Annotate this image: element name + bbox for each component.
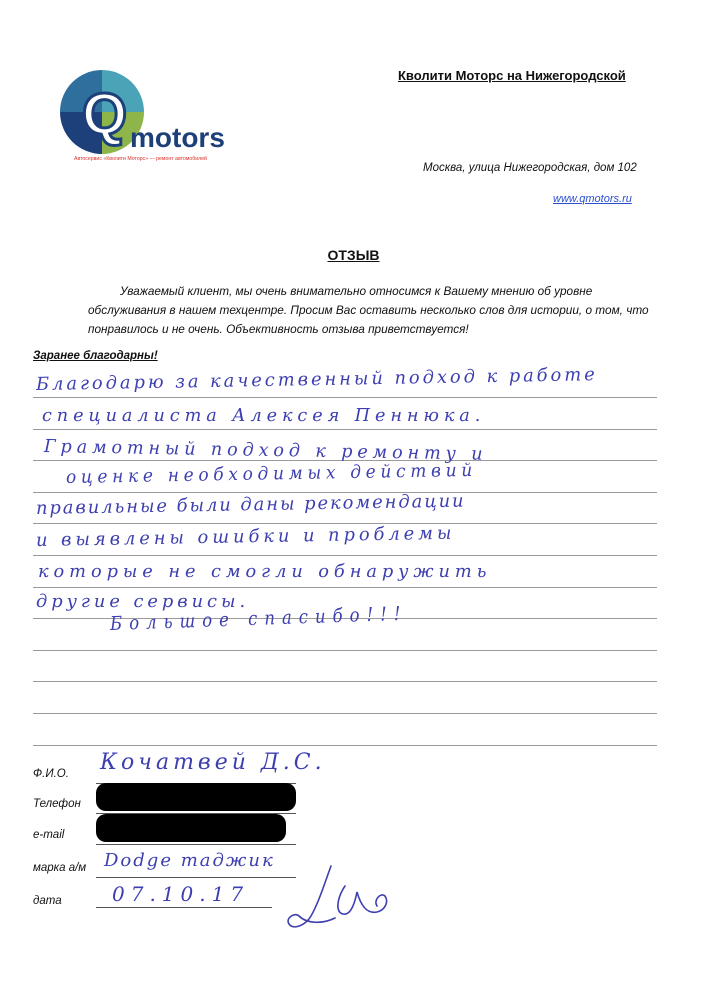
review-line: которые не смогли обнаружить [38,561,492,582]
company-address: Москва, улица Нижегородская, дом 102 [423,162,637,174]
rule-line [33,681,657,682]
rule-line [33,587,657,588]
website-link[interactable]: www.qmotors.ru [553,193,632,205]
email-line [96,844,296,845]
form-title: ОТЗЫВ [327,247,380,263]
review-line: Грамотный подход к ремонту и [43,436,488,465]
rule-line [33,397,657,398]
rule-line [33,650,657,651]
date-line [96,907,272,908]
date-value: 07.10.17 [112,882,250,906]
logo-letter: Q [82,82,128,147]
car-value: Dodge таджик [104,850,275,871]
review-line: оценке необходимых действий [65,459,478,488]
company-name: Кволити Моторс на Нижегородской [398,68,626,83]
car-line [96,877,296,878]
review-line: другие сервисы. [36,591,250,612]
rule-line [33,745,657,746]
thanks-note: Заранее благодарны! [33,350,158,362]
review-line: специалиста Алексея Пеннюка. [42,405,486,426]
phone-label: Телефон [33,798,81,810]
logo-tagline: Автосервис «Кволити Моторс» — ремонт автомобилей [74,156,207,162]
review-line: Благодарю за качественный подход к работе [35,364,598,395]
email-label: e-mail [33,829,65,841]
signature [285,862,395,934]
logo-wordmark: motors [130,122,225,153]
rule-line [33,555,657,556]
qmotors-logo [52,60,242,170]
date-label: дата [33,895,62,907]
rule-line [33,713,657,714]
rule-line [33,429,657,430]
name-label: Ф.И.О. [33,768,69,780]
phone-redaction [96,783,296,811]
form-intro: Уважаемый клиент, мы очень внимательно относимся к Вашему мнению об уровне обслуживания в нашем техцентре. Просим Вас оставить несколько слов для истории, о том, что понравилось и не очень. Объективность отзыва приветствуется! [88,284,649,336]
review-line: и выявлены ошибки и проблемы [35,522,456,551]
review-line: правильные были даны рекомендации [35,490,466,519]
review-line: Большое спасибо!!! [109,602,408,635]
name-value: Кочатвей Д.С. [100,750,326,775]
email-redaction [96,814,286,842]
car-label: марка а/м [33,862,87,874]
